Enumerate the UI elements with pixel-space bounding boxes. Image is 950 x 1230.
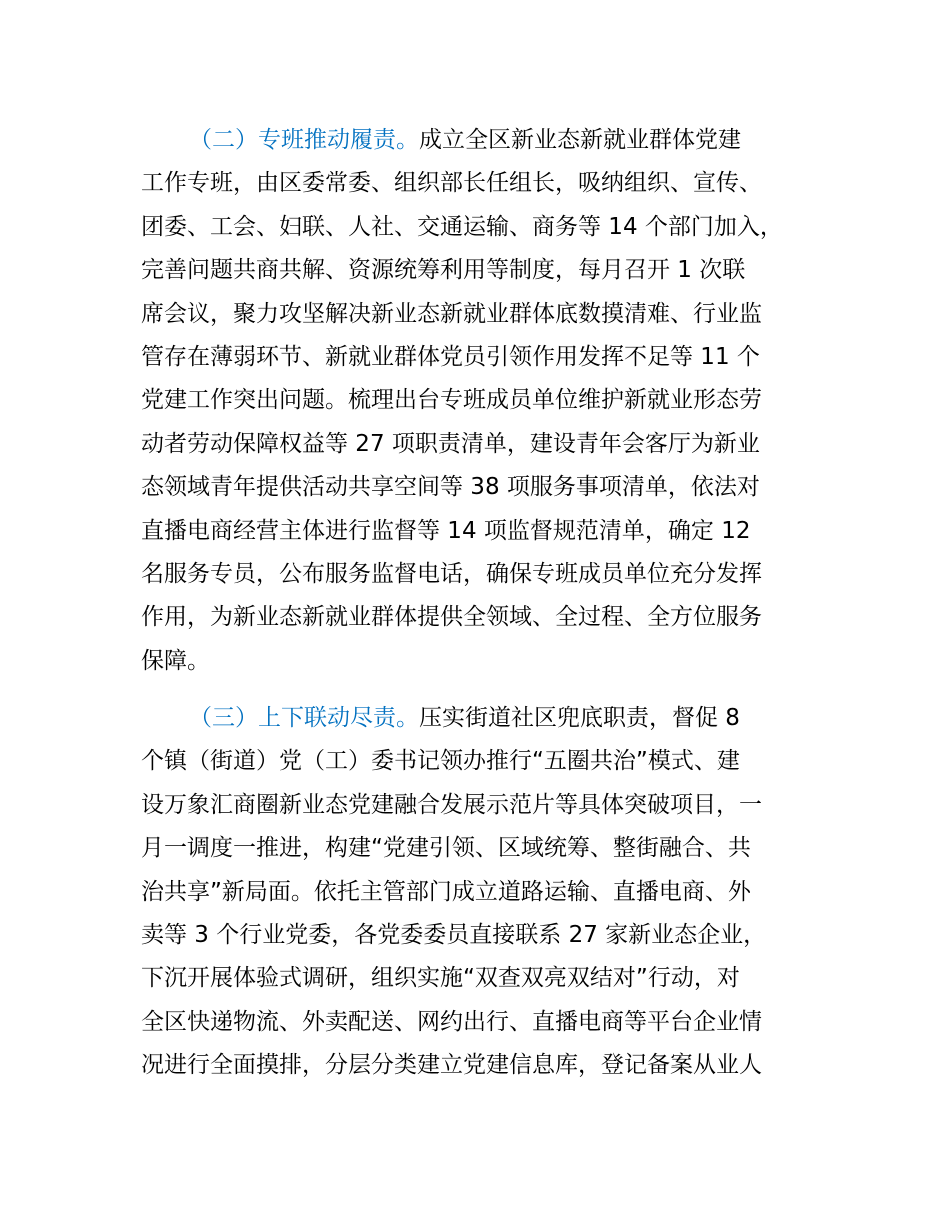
- paragraph-line: 席会议，聚力攻坚解决新业态新就业群体底数摸清难、行业监: [141, 300, 762, 327]
- paragraph-line: 月一调度一推进，构建“党建引领、区域统筹、整街融合、共: [141, 835, 751, 862]
- section-heading: （三）上下联动尽责。: [189, 705, 419, 731]
- paragraph-line: 团委、工会、妇联、人社、交通运输、商务等 14 个部门加入，: [141, 213, 783, 240]
- paragraph-first-line: [141, 697, 831, 740]
- paragraph-line: 动者劳动保障权益等 27 项职责清单，建设青年会客厅为新业: [141, 430, 760, 457]
- paragraph-line: 管存在薄弱环节、新就业群体党员引领作用发挥不足等 11 个: [141, 343, 760, 370]
- paragraph-line: 态领域青年提供活动共享空间等 38 项服务事项清单，依法对: [141, 474, 760, 501]
- paragraph-line: 况进行全面摸排，分层分类建立党建信息库，登记备案从业人: [141, 1052, 762, 1079]
- paragraph-text: 成立全区新业态新就业群体党建: [419, 127, 741, 153]
- paragraph-first-line: [141, 119, 831, 162]
- paragraph-line: 个镇（街道）党（工）委书记领办推行“五圈共治”模式、建: [141, 748, 740, 775]
- paragraph-line: 治共享”新局面。依托主管部门成立道路运输、直播电商、外: [141, 878, 751, 905]
- paragraph-line: 下沉开展体验式调研，组织实施“双查双亮双结对”行动，对: [141, 965, 740, 992]
- paragraph-line: 名服务专员，公布服务监督电话，确保专班成员单位充分发挥: [141, 560, 762, 587]
- paragraph-line: 全区快递物流、外卖配送、网约出行、直播电商等平台企业情: [141, 1008, 762, 1035]
- paragraph-line: 保障。: [141, 647, 210, 674]
- paragraph-line: 设万象汇商圈新业态党建融合发展示范片等具体突破项目，一: [141, 791, 762, 818]
- section-heading: （二）专班推动履责。: [189, 127, 419, 153]
- paragraph-text: 压实街道社区兜底职责，督促 8: [419, 705, 740, 731]
- paragraph-line: 完善问题共商共解、资源统筹利用等制度，每月召开 1 次联: [141, 257, 746, 284]
- paragraph-line: 作用，为新业态新就业群体提供全领域、全过程、全方位服务: [141, 604, 762, 631]
- paragraph-line: 党建工作突出问题。梳理出台专班成员单位维护新就业形态劳: [141, 387, 762, 414]
- paragraph-line: 工作专班，由区委常委、组织部长任组长，吸纳组织、宣传、: [141, 170, 762, 197]
- paragraph-line: 卖等 3 个行业党委，各党委委员直接联系 27 家新业态企业，: [141, 921, 767, 948]
- paragraph-linkage-duty: [141, 697, 831, 1088]
- paragraph-special-task-force: [141, 119, 831, 683]
- paragraph-line: 直播电商经营主体进行监督等 14 项监督规范清单，确定 12: [141, 517, 751, 544]
